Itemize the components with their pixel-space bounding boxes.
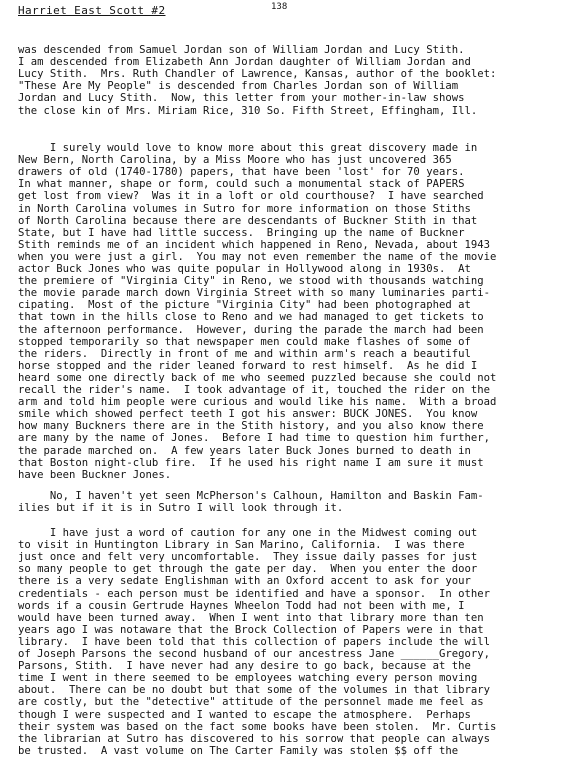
body-line: time I went in there seemed to be employees watching every person moving [18,672,478,685]
page-header-title: Harriet East Scott #2 [18,4,166,17]
body-line: have been Buckner Jones. [18,468,172,481]
body-line: smile which showed perfect teeth I got his answer: BUCK JONES. You know [18,408,478,421]
body-line: in North Carolina volumes in Sutro for more information on those Stiths [18,202,471,215]
body-line: stopped temporarily so that newspaper men could make flashes of some of [18,335,471,348]
body-line: State, but I have had little success. Bringing up the name of Buckner [18,226,465,239]
body-line: their system was based on the fact some books have been stolen. Mr. Curtis [18,720,497,733]
body-line: are many by the name of Jones. Before I had time to question him further, [18,432,490,445]
body-line: the movie parade march down Virginia Street with so many luminaries parti- [18,287,490,300]
body-line: that town in the hills close to Reno and we had managed to get tickets to [18,311,484,324]
body-line: cipating. Most of the picture "Virginia City" had been photographed at [18,299,471,312]
body-line: drawers of old (1740-1780) papers, that have been 'lost' for 70 years. [18,166,465,179]
body-line: about. There can be no doubt but that some of the volumes in that library [18,684,490,697]
body-line: I am descended from Elizabeth Ann Jordan daughter of William Jordan and [18,56,471,69]
body-line: I have just a word of caution for any one in the Midwest coming out [18,527,478,539]
body-line: though I were suspected and I wanted to escape the atmosphere. Perhaps [18,708,471,721]
body-line: was descended from Samuel Jordan son of William Jordan and Lucy Stith. [18,44,465,56]
body-line: of Joseph Parsons the second husband of our ancestress Jane ______Gregory, [18,648,490,660]
body-line: heard some one directly back of me who seemed puzzled because she could not [18,371,497,384]
body-line: Parsons, Stith. I have never had any desire to go back, because at the [18,660,471,673]
page-number: 138 [271,2,288,12]
body-line: arm and told him people were curious and would like his name. With a broad [18,396,497,409]
body-line: that Boston night-club fire. If he used his right name I am sure it must [18,456,484,469]
body-line: just once and felt very uncomfortable. They issue daily passes for just [18,551,478,564]
body-line: In what manner, shape or form, could such a monumental stack of PAPERS [18,178,465,191]
body-line: "These Are My People" is descended from Charles Jordan son of William [18,80,459,93]
body-line: the parade marched on. A few years later Buck Jones burned to death in [18,444,471,457]
body-line: when you were just a girl. You may not even remember the name of the movie [18,250,497,263]
body-line: be trusted. A vast volume on The Carter Family was stolen $$ off the [18,744,459,757]
body-line: New Bern, North Carolina, by a Miss Moore who has just uncovered 365 [18,154,452,167]
body-line: there is a very sedate Englishman with an Oxford accent to ask for your [18,575,471,588]
body-line: horse stopped and the rider leaned forward to rest himself. As he did I [18,359,478,372]
body-line: years ago I was notaware that the Brock Collection of Papers were in that [18,623,484,636]
body-line: so many people to get through the gate per day. When you enter the door [18,563,478,576]
body-line: I surely would love to know more about this great discovery made in [18,142,478,154]
body-line: recall the rider's name. I took advantage of it, touched the rider on the [18,384,490,396]
body-line: would have been turned away. When I went into that library more than ten [18,611,484,624]
body-line: Stith reminds me of an incident which happened in Reno, Nevada, about 1943 [18,238,490,251]
body-line: the close kin of Mrs. Miriam Rice, 310 So. Fifth Street, Effingham, Ill. [18,104,478,117]
body-line: Lucy Stith. Mrs. Ruth Chandler of Lawrence, Kansas, author of the booklet: [18,68,497,81]
body-line: are costly, but the "detective" attitude of the personnel made me feel as [18,696,484,709]
body-line: the librarian at Sutro has discovered to his sorrow that people can always [18,732,490,745]
body-line: Jordan and Lucy Stith. Now, this letter from your mother-in-law shows [18,92,465,105]
body-line: ilies but if it is in Sutro I will look through it. [18,502,344,515]
body-line: library. I have been told that this collection of papers include the will [18,635,490,648]
body-line: actor Buck Jones who was quite popular in Hollywood along in 1930s. At [18,263,471,275]
body-line: of North Carolina because there are descendants of Buckner Stith in that [18,214,478,227]
body-line: the afternoon performance. However, during the parade the march had been [18,323,484,336]
body-line: how many Buckners there are in the Stith history, and you also know there [18,420,484,433]
body-line: words if a cousin Gertrude Haynes Wheelon Todd had not been with me, I [18,599,465,612]
body-line: No, I haven't yet seen McPherson's Calhoun, Hamilton and Baskin Fam- [18,490,484,502]
body-line: credentials - each person must be identified and have a sponsor. In other [18,587,490,600]
body-line: get lost from view? Was it in a loft or old courthouse? I have searched [18,190,484,203]
body-line: to visit in Huntington Library in San Marino, California. I was there [18,539,465,552]
body-line: the riders. Directly in front of me and within arm's reach a beautiful [18,347,471,360]
body-line: the premiere of "Virginia City" in Reno, we stood with thousands watching [18,275,484,288]
